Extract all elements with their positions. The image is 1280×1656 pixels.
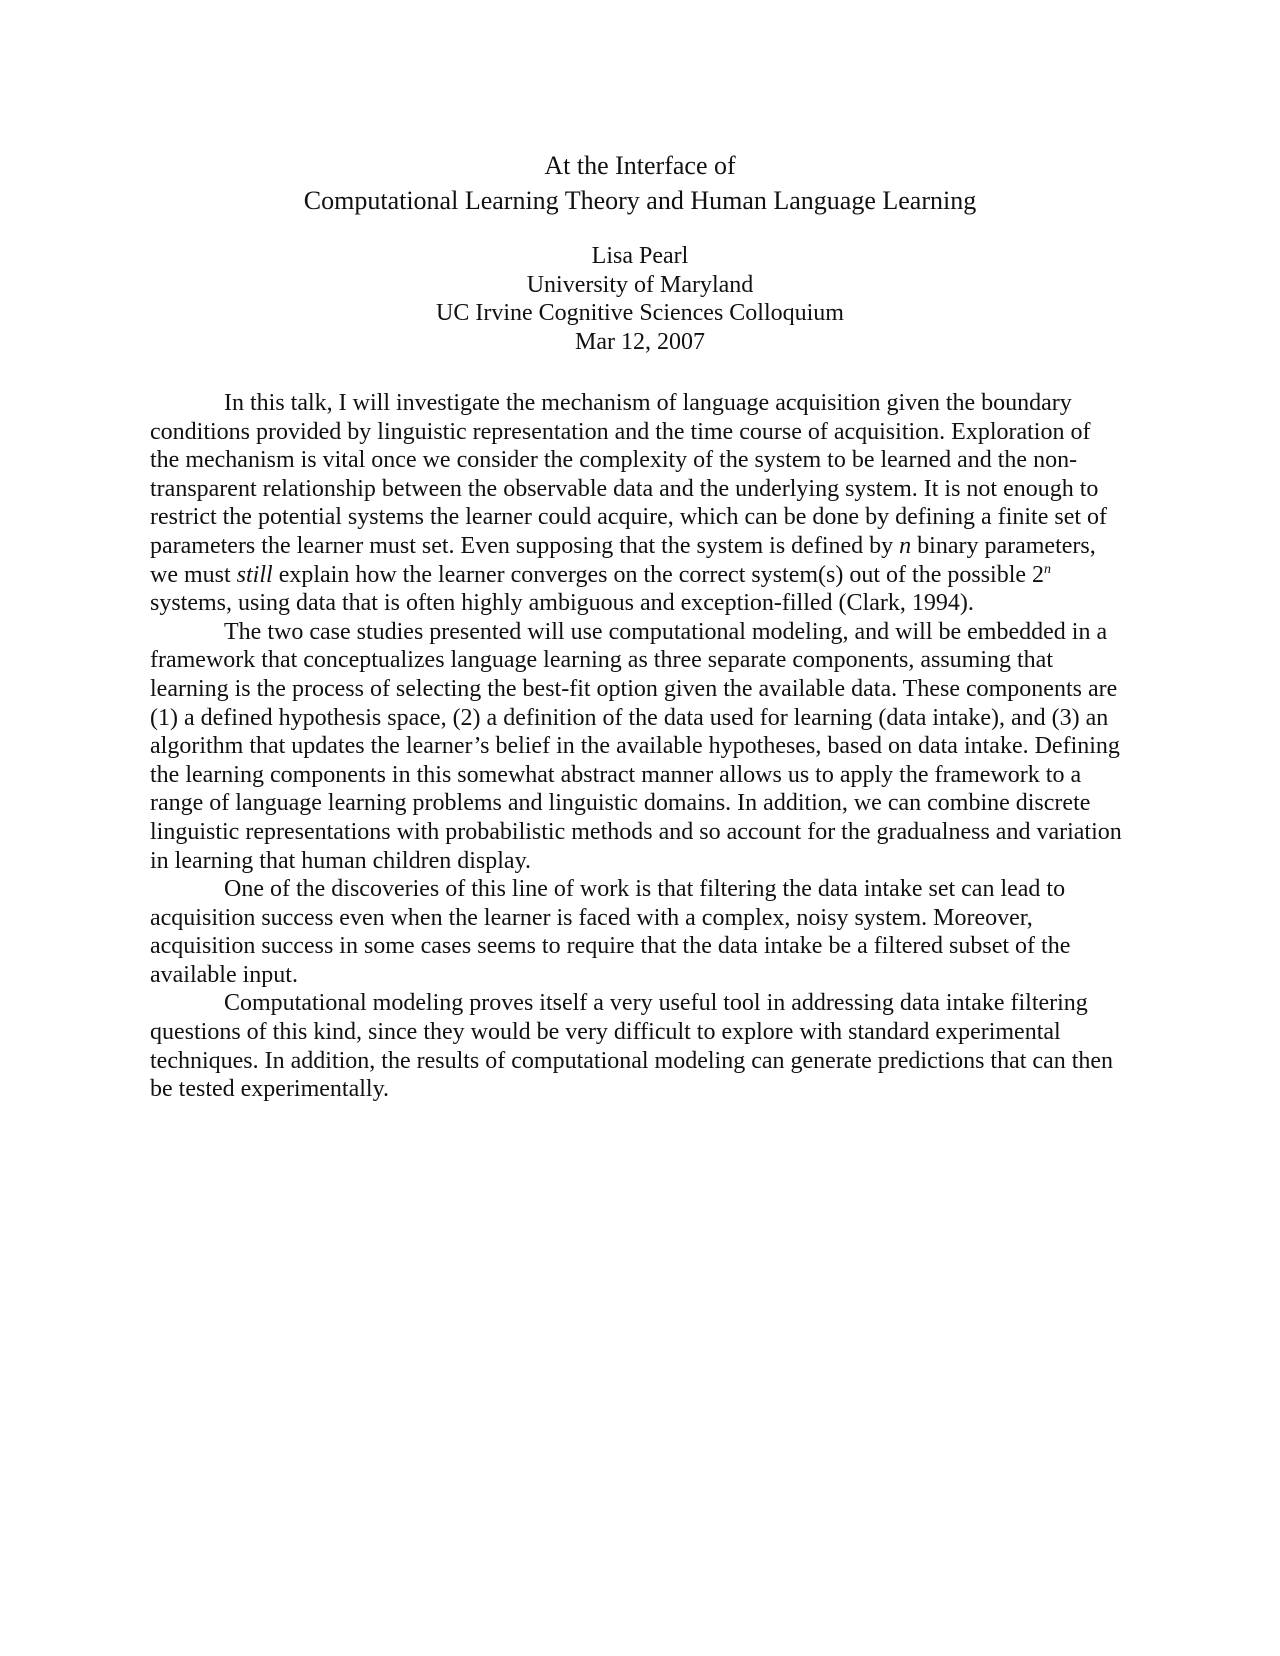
paragraph-1-part-b: binary parameters, we must <box>150 532 1096 588</box>
paragraph-3: One of the discoveries of this line of work is that filtering the data intake set can lead to acquisition success even when the learner is faced with a complex, noisy system. Moreover, acquisition success in some cases seems to require that the data intake be a filtered subset of the available input. <box>150 876 1071 988</box>
paragraph-1 <box>150 389 1125 618</box>
title-line-1: At the Interface of <box>544 151 736 180</box>
abstract-body <box>150 389 1125 1104</box>
paragraph-1-part-d: systems, using data that is often highly ambiguous and exception-filled (Clark, 1994). <box>150 590 974 617</box>
event-date: Mar 12, 2007 <box>575 328 705 355</box>
paragraph-2: The two case studies presented will use computational modeling, and will be embedded in a framework that conceptualizes language learning as three separate components, assuming that learning is the process of selecting the best-fit option given the available data. These components are (1) a defined hypothesis space, (2) a definition of the data used for learning (data intake), and (3) an algorithm that updates the learner’s belief in the available hypotheses, based on data intake. Defining the learning components in this somewhat abstract manner allows us to apply the framework to a range of language learning problems and linguistic domains. In addition, we can combine discrete linguistic representations with probabilistic methods and so account for the gradualness and variation in learning that human children display. <box>150 618 1122 874</box>
title-line-2: Computational Learning Theory and Human Language Learning <box>303 186 977 215</box>
author-name: Lisa Pearl <box>591 243 689 269</box>
author-affiliation: University of Maryland <box>526 271 754 298</box>
paragraph-1-italic-n: n <box>899 532 912 559</box>
paragraph-1-part-a: In this talk, I will investigate the mechanism of language acquisition given the boundary conditions provided by linguistic representation and the time course of acquisition. Exploration of the mechanism is vital once we consider the complexity of the system to be learned and the non-transparent relationship between the observable data and the underlying system. It is not enough to restrict the potential systems the learner could acquire, which can be done by defining a finite set of parameters the learner must set. Even supposing that the system is defined by <box>150 390 1107 559</box>
paragraph-1-italic-still: still <box>236 561 273 588</box>
author-block <box>0 242 1280 356</box>
document-title <box>0 148 1280 218</box>
event-venue: UC Irvine Cognitive Sciences Colloquium <box>436 300 844 326</box>
paragraph-4: Computational modeling proves itself a very useful tool in addressing data intake filtering questions of this kind, since they would be very difficult to explore with standard experimental techniques. In addition, the results of computational modeling can generate predictions that can then be tested experimentally. <box>150 990 1114 1103</box>
paragraph-1-exponent: n <box>1044 561 1052 577</box>
paragraph-1-part-c: explain how the learner converges on the correct system(s) out of the possible 2 <box>272 561 1045 588</box>
